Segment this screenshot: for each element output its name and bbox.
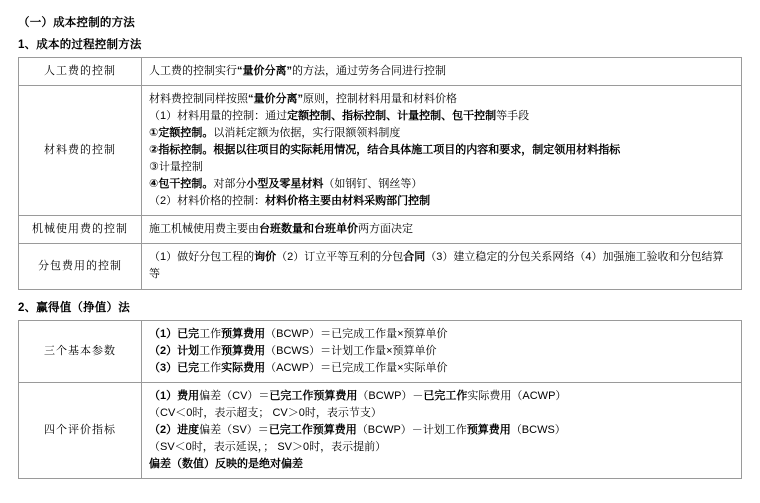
text-line: ④包干控制。对部分小型及零星材料（如钢钉、钢丝等） xyxy=(149,178,423,191)
table-row xyxy=(19,216,742,244)
section-2-title: 2、赢得值（挣值）法 xyxy=(18,301,130,314)
earned-value-table xyxy=(18,320,742,479)
table-row xyxy=(19,86,742,216)
row-body-subcontract-cost xyxy=(142,244,742,289)
text-line: （1）费用偏差（CV）＝已完工作预算费用（BCWP）－已完工作实际费用（ACWP） xyxy=(149,389,567,402)
text-line: ③计量控制 xyxy=(149,161,203,174)
row-body-machinery-cost xyxy=(142,216,742,244)
text-line: （1）已完工作预算费用（BCWP）＝已完成工作量×预算单价 xyxy=(149,327,448,340)
row-label-subcontract-cost: 分包费用的控制 xyxy=(19,244,142,289)
text-line: ①定额控制。以消耗定额为依据，实行限额领料制度 xyxy=(149,127,401,140)
row-label-machinery-cost: 机械使用费的控制 xyxy=(19,216,142,244)
row-label-labor-cost: 人工费的控制 xyxy=(19,58,142,86)
row-body-three-parameters xyxy=(142,320,742,382)
text-line: （2）材料价格的控制：材料价格主要由材料采购部门控制 xyxy=(149,195,431,208)
row-label-three-parameters: 三个基本参数 xyxy=(19,320,142,382)
text-line: （SV＜0时，表示延误，； SV＞0时，表示提前） xyxy=(149,440,387,453)
text-line: （2）计划工作预算费用（BCWS）＝计划工作量×预算单价 xyxy=(149,344,437,357)
row-body-material-cost xyxy=(142,86,742,216)
table-row xyxy=(19,58,742,86)
text-line: 偏差（数值）反映的是绝对偏差 xyxy=(149,457,303,470)
text-line: （2）进度偏差（SV）＝已完工作预算费用（BCWP）－计划工作预算费用（BCWS） xyxy=(149,423,566,436)
row-label-four-indicators: 四个评价指标 xyxy=(19,382,142,478)
text-line: （3）已完工作实际费用（ACWP）＝已完成工作量×实际单价 xyxy=(149,361,448,374)
table-row xyxy=(19,320,742,382)
text-line: ②指标控制。根据以往项目的实际耗用情况，结合具体施工项目的内容和要求，制定领用材料指标 xyxy=(149,144,621,157)
text-line: （1）材料用量的控制：通过定额控制、指标控制、计量控制、包干控制等手段 xyxy=(149,110,530,123)
row-body-labor-cost xyxy=(142,58,742,86)
row-body-four-indicators xyxy=(142,382,742,478)
text-line: （CV＜0时，表示超支； CV＞0时，表示节支） xyxy=(149,406,382,419)
text-line: 施工机械使用费主要由台班数量和台班单价两方面决定 xyxy=(149,223,413,236)
text-line: 材料费控制同样按照“量价分离”原则，控制材料用量和材料价格 xyxy=(149,93,457,106)
table-row xyxy=(19,244,742,289)
text-line: （1）做好分包工程的询价（2）订立平等互利的分包合同（3）建立稳定的分包关系网络（4）加强施工验收和分包结算等 xyxy=(149,251,724,281)
row-label-material-cost: 材料费的控制 xyxy=(19,86,142,216)
text-line: 人工费的控制实行“量价分离”的方法，通过劳务合同进行控制 xyxy=(149,65,446,77)
cost-control-methods-table xyxy=(18,57,742,290)
table-row xyxy=(19,382,742,478)
section-1-title: 1、成本的过程控制方法 xyxy=(18,39,142,51)
page-title: （一）成本控制的方法 xyxy=(18,17,135,29)
